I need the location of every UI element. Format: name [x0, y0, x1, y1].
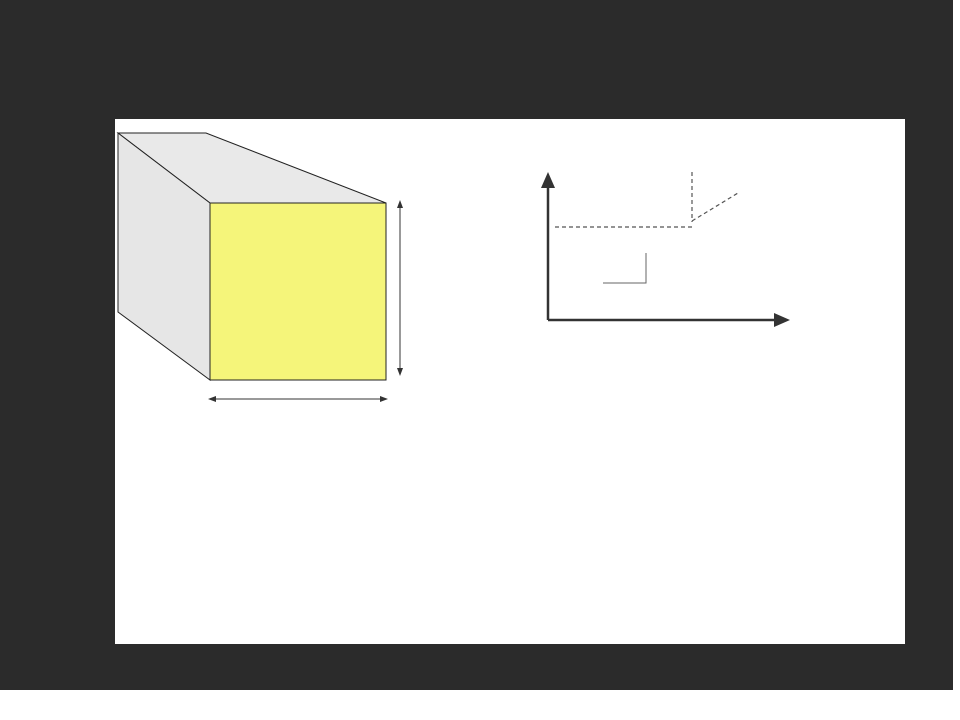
- elastic-line: [548, 222, 692, 318]
- sub-bullet-item: [128, 556, 156, 585]
- x-axis-arrow: [774, 313, 790, 327]
- sub-bullet-item: [128, 585, 156, 614]
- bullet-item: [128, 440, 156, 469]
- bullet-item: [128, 469, 156, 498]
- y-axis-arrow: [541, 172, 555, 188]
- width-dimension: [208, 396, 388, 402]
- slope-triangle: [603, 253, 646, 283]
- height-dimension: [397, 200, 403, 376]
- bullet-item: [128, 614, 156, 643]
- bullet-item: [128, 527, 156, 556]
- bullet-list: [128, 440, 156, 643]
- cube-front-face: [210, 203, 386, 380]
- fiber-cube: [118, 133, 386, 380]
- extension-guide: [692, 193, 738, 221]
- bullet-item: [128, 498, 156, 527]
